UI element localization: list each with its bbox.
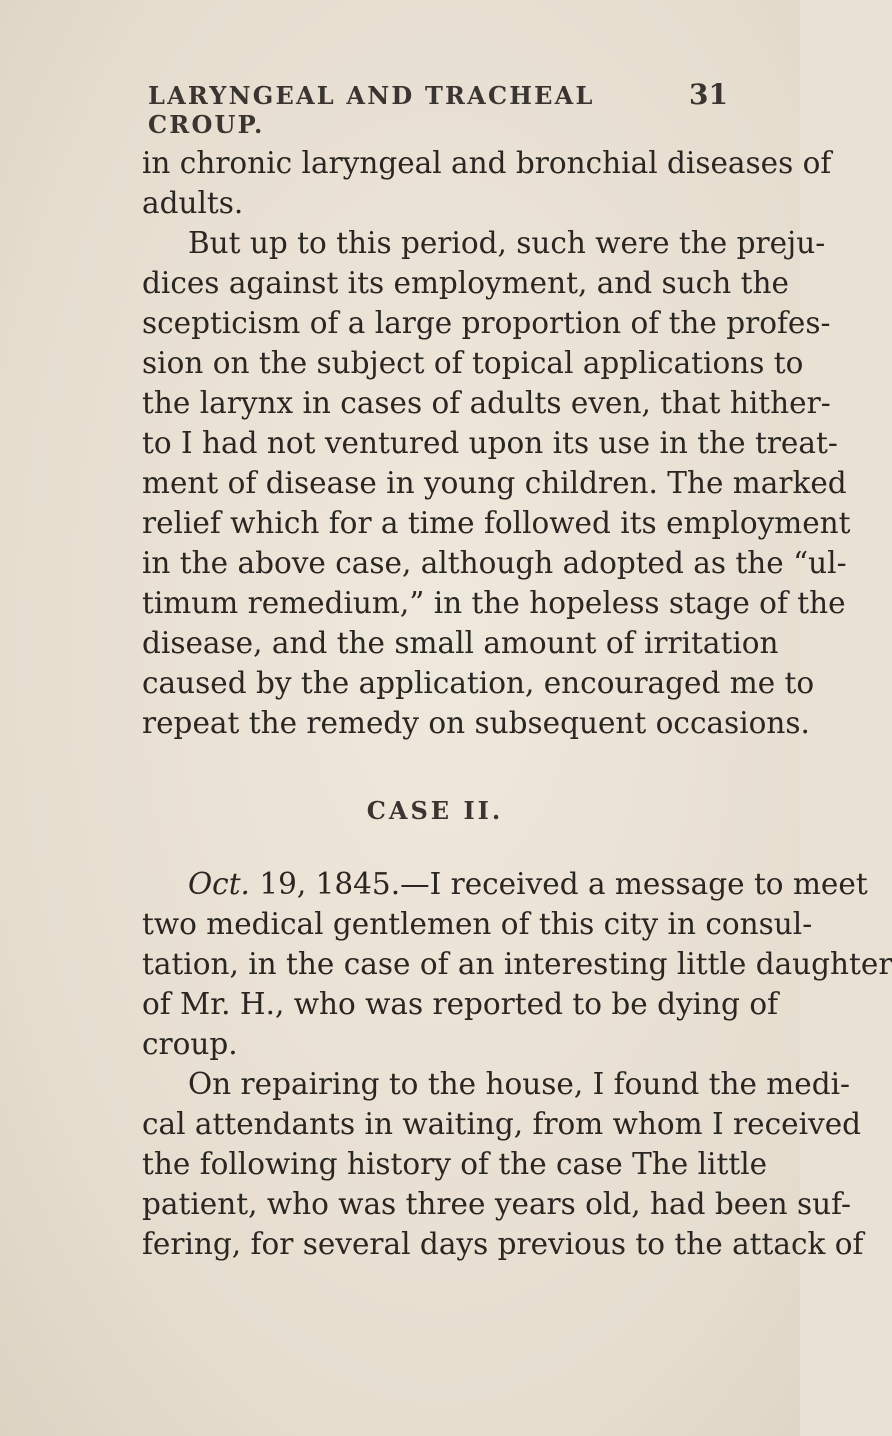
paragraph-1-line-2: adults.: [142, 186, 244, 220]
paragraph-2-line-10: timum remedium,” in the hopeless stage of the: [142, 586, 846, 620]
paragraph-2-line-6: to I had not ventured upon its use in the treat-: [142, 426, 838, 460]
paragraph-3-line-4: of Mr. H., who was reported to be dying of: [142, 987, 778, 1021]
paragraph-4-line-3: the following history of the case The little: [142, 1147, 768, 1181]
paragraph-2-line-5: the larynx in cases of adults even, that hither-: [142, 386, 831, 420]
paragraph-2-line-2: dices against its employment, and such the: [142, 266, 789, 300]
paragraph-4-line-5: fering, for several days previous to the attack of: [142, 1227, 864, 1261]
paragraph-4-line-1: On repairing to the house, I found the medi-: [188, 1067, 850, 1101]
page-number: 31: [689, 78, 728, 111]
page-header: [148, 78, 728, 139]
paragraph-3-line-3: tation, in the case of an interesting little daughter: [142, 947, 892, 981]
case-date-month: Oct.: [188, 867, 250, 901]
paragraph-2-line-9: in the above case, although adopted as the “ul-: [142, 546, 847, 580]
case-date-rest: 19, 1845.—I received a message to meet: [249, 867, 868, 901]
running-head: LARYNGEAL AND TRACHEAL CROUP.: [148, 81, 595, 139]
case-heading: CASE II.: [366, 796, 504, 825]
paragraph-2-line-7: ment of disease in young children. The marked: [142, 466, 847, 500]
body-text-case: [142, 864, 892, 1264]
body-text-top: [142, 143, 851, 743]
paragraph-2-line-8: relief which for a time followed its employment: [142, 506, 851, 540]
paragraph-2-line-1: But up to this period, such were the preju-: [188, 226, 826, 260]
paragraph-2-line-13: repeat the remedy on subsequent occasions.: [142, 706, 810, 740]
paragraph-2-line-12: caused by the application, encouraged me to: [142, 666, 815, 700]
paragraph-2-line-3: scepticism of a large proportion of the profes-: [142, 306, 831, 340]
paragraph-3-line-2: two medical gentlemen of this city in consul-: [142, 907, 813, 941]
paragraph-2-line-4: sion on the subject of topical applications to: [142, 346, 804, 380]
paragraph-1-line-1: in chronic laryngeal and bronchial diseases of: [142, 146, 832, 180]
paragraph-2-line-11: disease, and the small amount of irritation: [142, 626, 779, 660]
paragraph-3-line-5: croup.: [142, 1027, 238, 1061]
paragraph-4-line-2: cal attendants in waiting, from whom I received: [142, 1107, 862, 1141]
paragraph-3-line-1: [142, 864, 868, 904]
paragraph-4-line-4: patient, who was three years old, had been suf-: [142, 1187, 851, 1221]
